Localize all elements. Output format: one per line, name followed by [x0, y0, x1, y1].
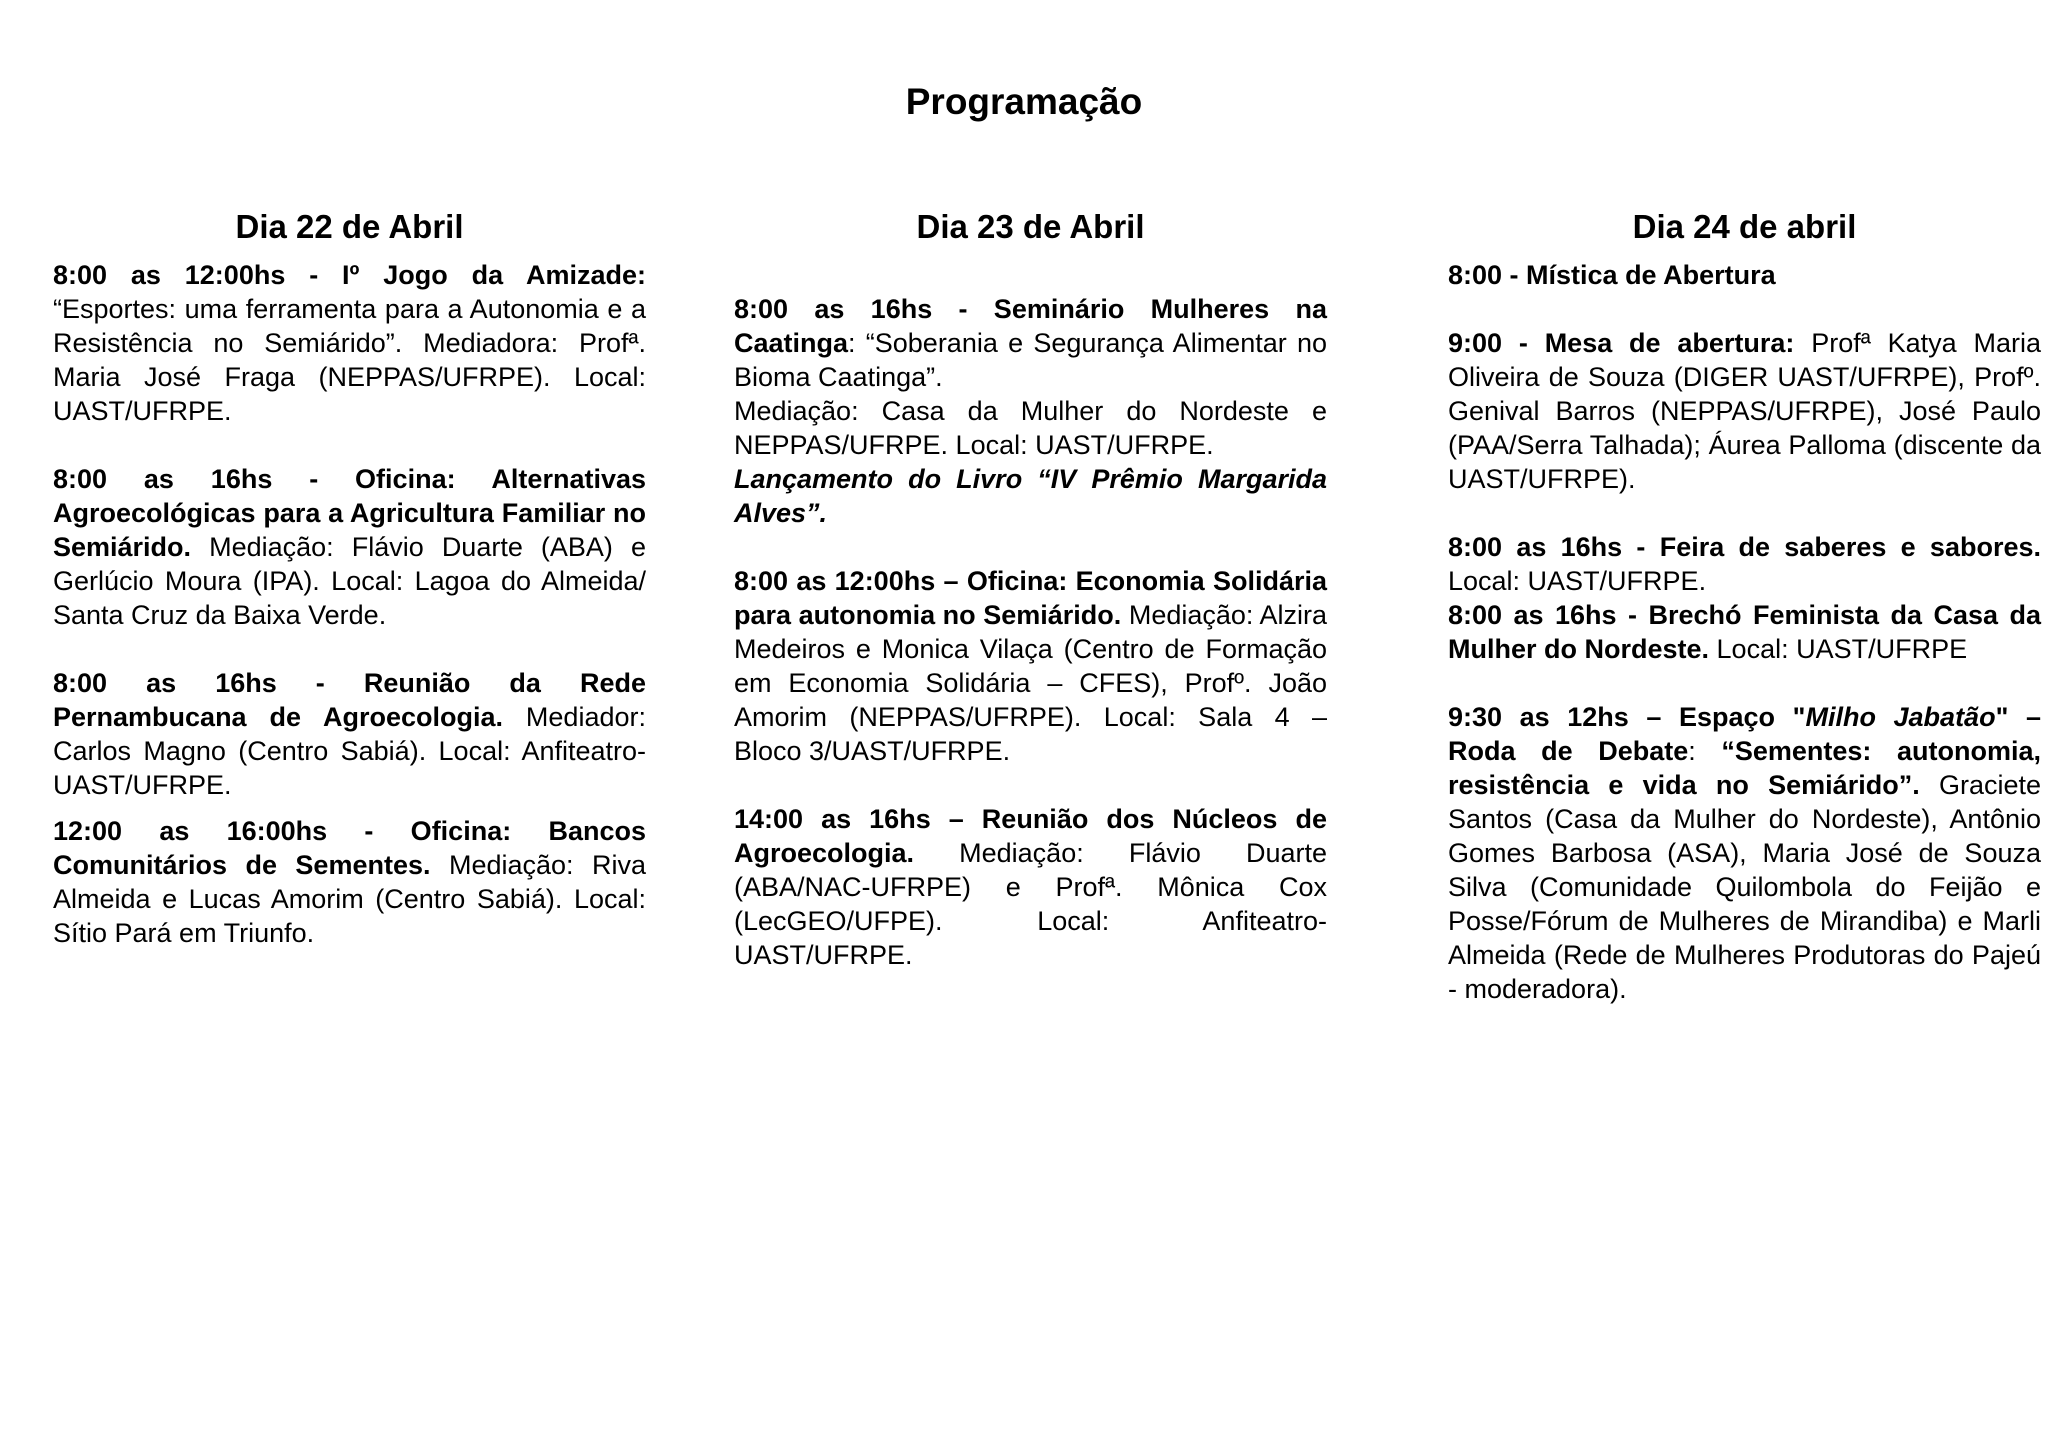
event-description: Mediação: Riva Almeida e Lucas Amorim (Centro Sabiá). Local: Sítio Pará em Triunfo. — [53, 850, 646, 948]
event-seminario-mulheres — [734, 292, 1327, 530]
event-highlight: Lançamento do Livro “IV Prêmio Margarida Alves”. — [734, 464, 1327, 528]
event-separator: : — [1688, 736, 1722, 766]
day-column-24 — [1448, 205, 2041, 1006]
day-heading: Dia 24 de abril — [1632, 208, 1857, 245]
event-oficina-bancos — [53, 814, 646, 950]
event-description: Local: UAST/UFRPE — [1709, 634, 1968, 664]
event-jogo-da-amizade — [53, 258, 646, 428]
event-theme: “Sementes: autonomia, resistência e vida no Semiárido”. — [1448, 736, 2041, 800]
event-description: Graciete Santos (Casa da Mulher do Nordeste), Antônio Gomes Barbosa (ASA), Maria José de Souza Silva (Comunidade Quilombola do Feijão e Posse/Fórum de Mulheres de Mirandiba) e Marli Almeida (Rede de Mulheres Produtoras do Pajeú - moderadora). — [1448, 770, 2042, 1004]
event-title: 14:00 as 16hs – Reunião dos Núcleos de Agroecologia. — [734, 804, 1327, 868]
event-title: 8:00 - Mística de Abertura — [1448, 260, 1776, 290]
page-title: Programação — [905, 81, 1143, 122]
event-title: 9:00 - Mesa de abertura: — [1448, 328, 1795, 358]
event-title: 8:00 as 16hs - Feira de saberes e sabores. — [1448, 532, 2041, 562]
event-title: 9:30 as 12hs – Espaço " — [1448, 702, 1806, 732]
event-feira-brecho — [1448, 530, 2041, 666]
event-mistica-abertura — [1448, 258, 2041, 292]
day-column-22 — [53, 205, 646, 950]
event-oficina-economia — [734, 564, 1327, 768]
event-mesa-abertura — [1448, 326, 2041, 496]
event-description: Mediador: Carlos Magno (Centro Sabiá). Local: Anfiteatro- UAST/UFRPE. — [53, 702, 646, 800]
event-title: 8:00 as 16hs - Reunião da Rede Pernambucana de Agroecologia. — [53, 668, 646, 732]
event-description: Profª Katya Maria Oliveira de Souza (DIGER UAST/UFRPE), Profº. Genival Barros (NEPPAS/UFRPE), José Paulo (PAA/Serra Talhada); Áurea Palloma (discente da UAST/UFRPE). — [1448, 328, 2041, 494]
day-heading: Dia 23 de Abril — [916, 208, 1145, 245]
event-title: 8:00 as 12:00hs – Oficina: Economia Solidária para autonomia no Semiárido. — [734, 566, 1327, 630]
event-title: 8:00 as 12:00hs - Iº Jogo da Amizade: — [53, 260, 646, 290]
event-title: 8:00 as 16hs - Seminário Mulheres na Caatinga — [734, 294, 1327, 358]
day-column-23 — [734, 205, 1327, 972]
event-reuniao-nucleos — [734, 802, 1327, 972]
event-description: Mediação: Casa da Mulher do Nordeste e NEPPAS/UFRPE. Local: UAST/UFRPE. — [734, 396, 1327, 460]
event-description: Mediação: Flávio Duarte (ABA/NAC-UFRPE) e Profª. Mônica Cox (LecGEO/UFPE). Local: Anfiteatro-UAST/UFRPE. — [734, 838, 1327, 970]
event-espaco-milho-jabatao — [1448, 700, 2041, 1006]
event-title: 8:00 as 16hs - Oficina: Alternativas Agroecológicas para a Agricultura Familiar no Semiárido. — [53, 464, 646, 562]
event-description: : “Soberania e Segurança Alimentar no Bioma Caatinga”. — [734, 328, 1327, 392]
event-title: 12:00 as 16:00hs - Oficina: Bancos Comunitários de Sementes. — [53, 816, 646, 880]
event-description: “Esportes: uma ferramenta para a Autonomia e a Resistência no Semiárido”. Mediadora: Profª. Maria José Fraga (NEPPAS/UFRPE). Local: UAST/UFRPE. — [53, 294, 646, 426]
event-title: 8:00 as 16hs - Brechó Feminista da Casa da Mulher do Nordeste. — [1448, 600, 2041, 664]
event-description: Mediação: Flávio Duarte (ABA) e Gerlúcio Moura (IPA). Local: Lagoa do Almeida/ Santa Cruz da Baixa Verde. — [53, 532, 646, 630]
event-title-italic: Milho Jabatão — [1805, 702, 1996, 732]
event-title: " – Roda de Debate — [1448, 702, 2041, 766]
event-description: Local: UAST/UFRPE. — [1448, 566, 1707, 596]
day-heading: Dia 22 de Abril — [235, 208, 464, 245]
event-description: Mediação: Alzira Medeiros e Monica Vilaça (Centro de Formação em Economia Solidária – CFES), Profº. João Amorim (NEPPAS/UFRPE). Local: Sala 4 – Bloco 3/UAST/UFRPE. — [734, 600, 1327, 766]
event-reuniao-rede — [53, 666, 646, 802]
event-oficina-alternativas — [53, 462, 646, 632]
